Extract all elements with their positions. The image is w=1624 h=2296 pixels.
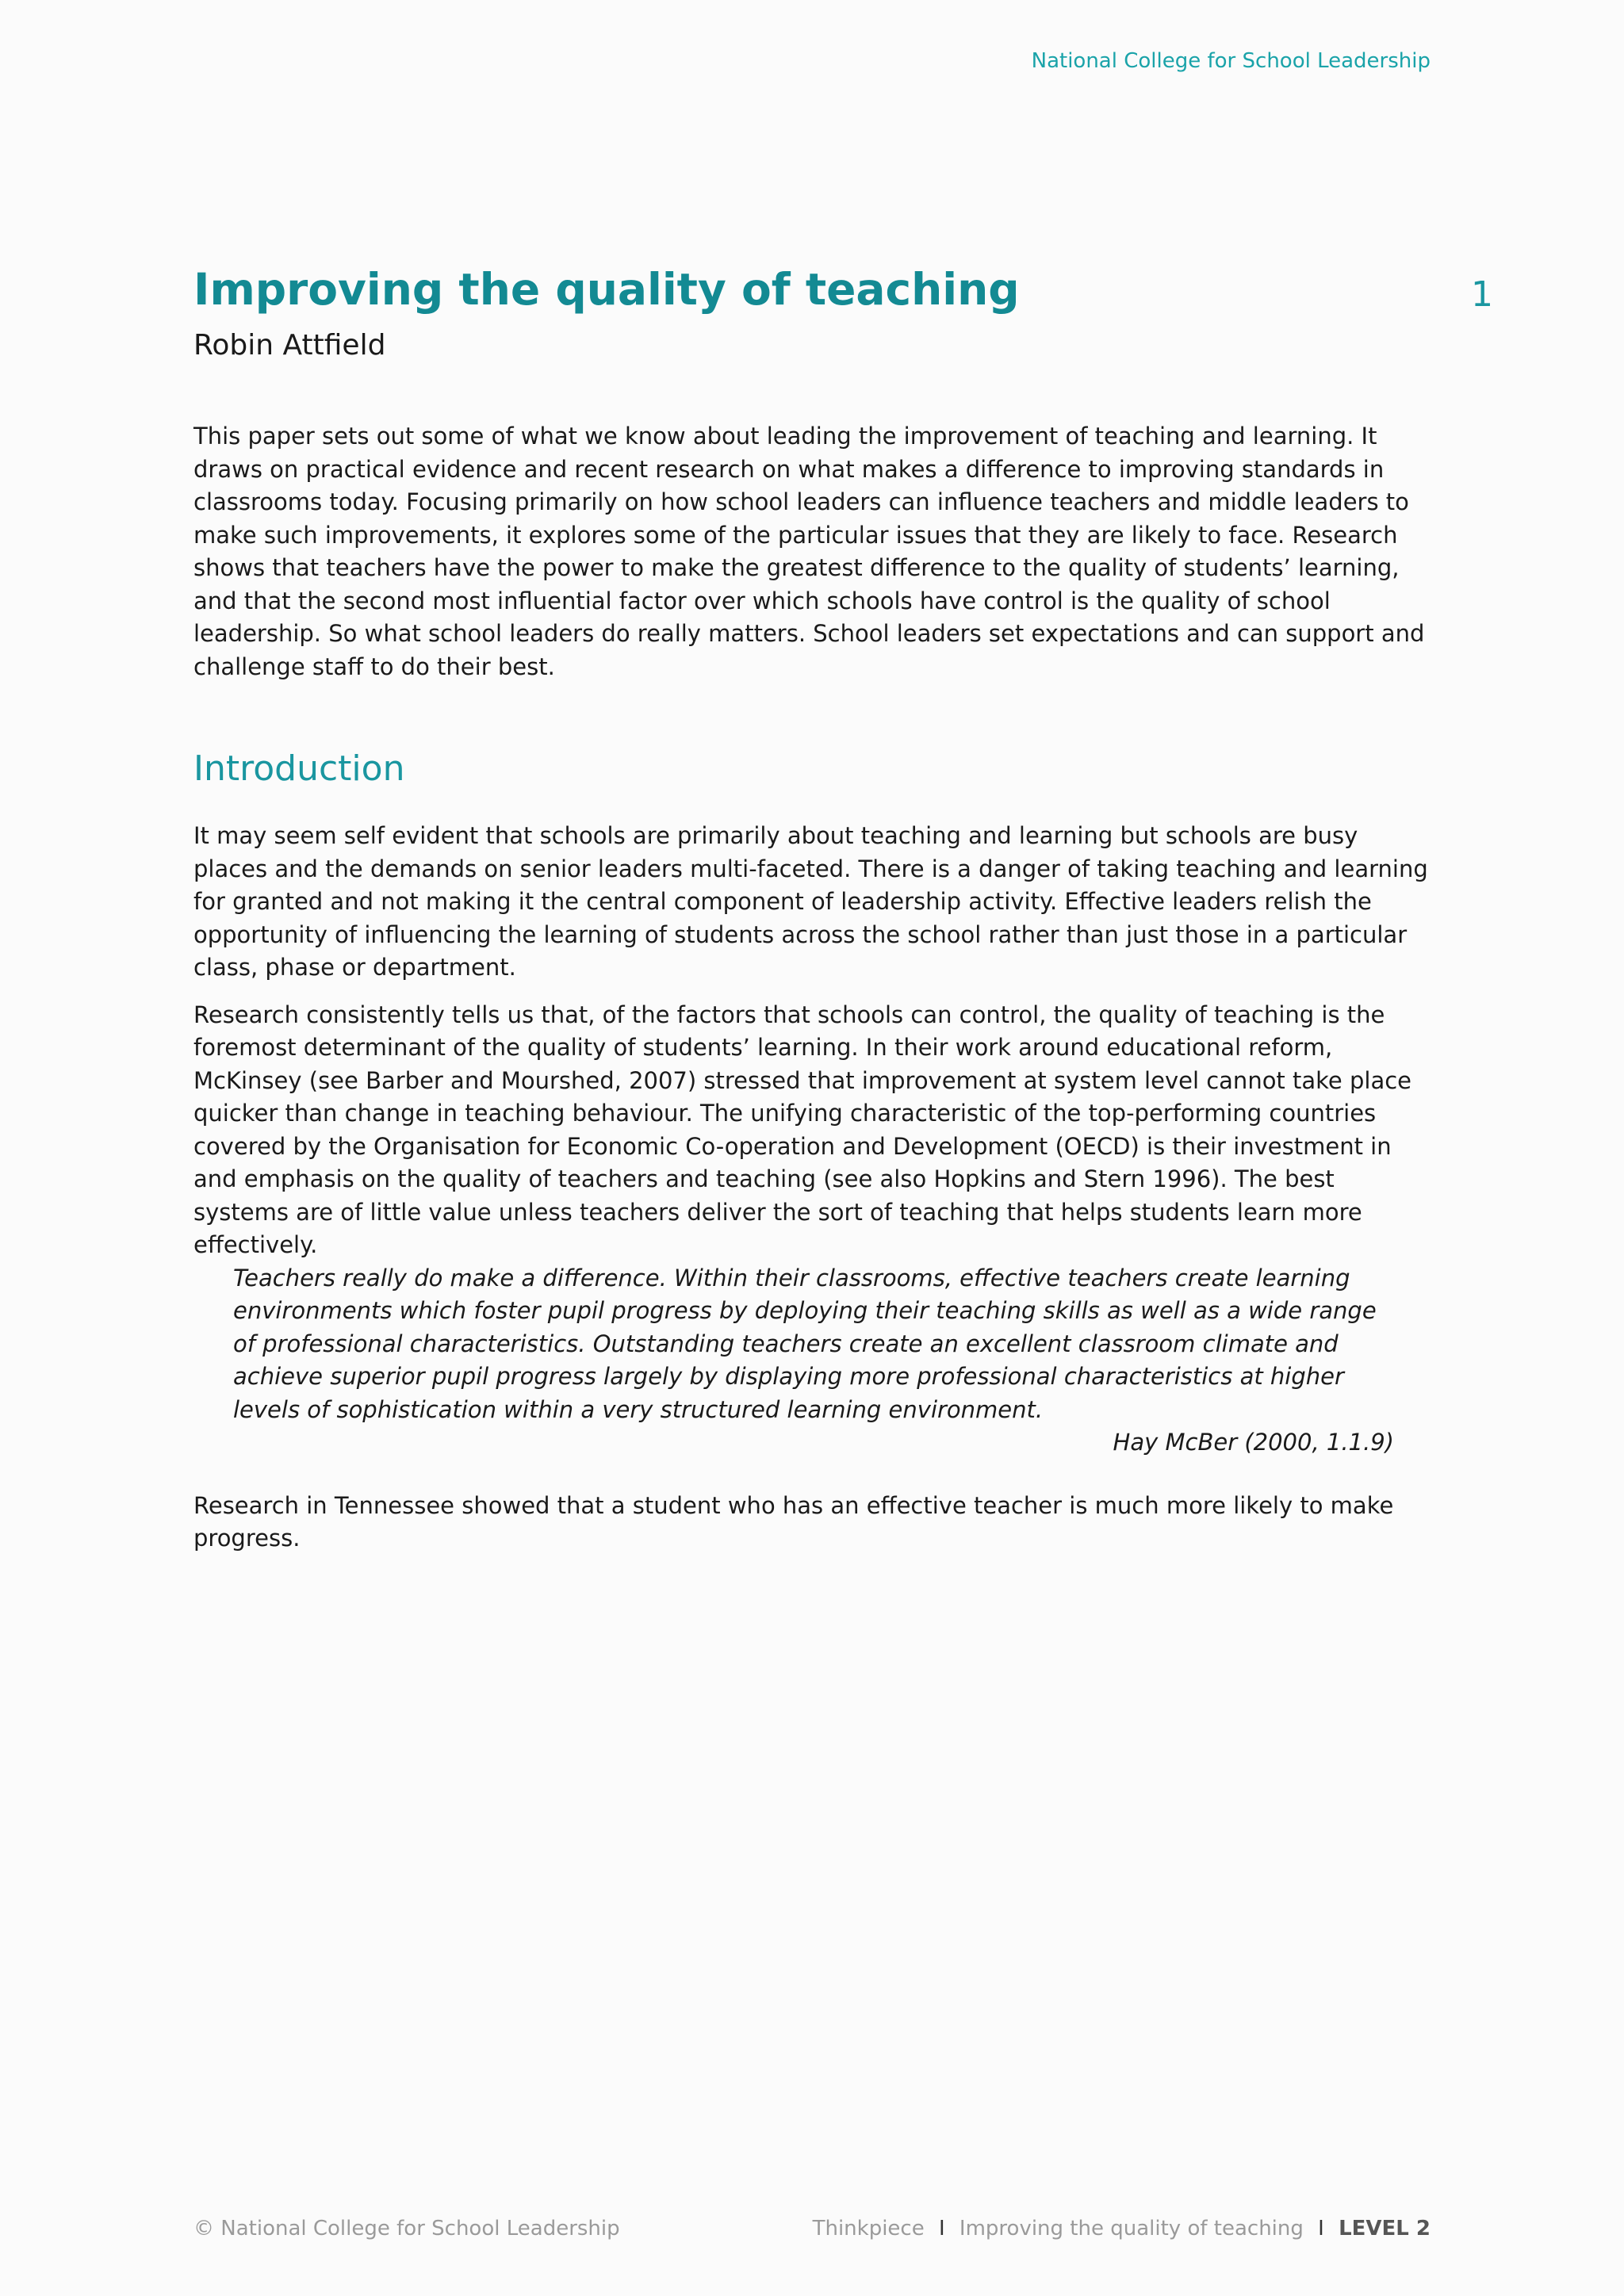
footer-separator: I (938, 2217, 945, 2241)
document-title: Improving the quality of teaching (193, 264, 1020, 315)
header-organization: National College for School Leadership (1031, 49, 1431, 73)
footer-separator: I (1318, 2217, 1324, 2241)
body-paragraph: It may seem self evident that schools are primarily about teaching and learning but schools are busy places and the demands on senior leaders multi-faceted. There is a danger of taking teaching and learning for granted and not making it the central component of leadership activity. Effective leaders relish the opportunity of influencing the learning of students across the school rather than just those in a particular class, phase or department. (193, 822, 1428, 981)
footer-copyright: © National College for School Leadership (193, 2217, 620, 2241)
abstract-paragraph: This paper sets out some of what we know about leading the improvement of teaching and learning. It draws on practical evidence and recent research on what makes a difference to improving standards in classrooms today. Focusing primarily on how school leaders can influence teachers and middle leaders to make such improvements, it explores some of the particular issues that they are likely to face. Research shows that teachers have the power to make the greatest difference to the quality of students’ learning, and that the second most influential factor over which schools have control is the quality of school leadership. So what school leaders do really matters. School leaders set expectations and can support and challenge staff to do their best. (193, 423, 1425, 680)
body-paragraph: Research in Tennessee showed that a student who has an effective teacher is much more likely to make progress. (193, 1491, 1394, 1552)
footer-level: LEVEL 2 (1339, 2217, 1431, 2241)
footer-document-info (813, 2217, 1431, 2241)
main-content (193, 262, 1431, 1570)
quote-citation: Hay McBer (2000, 1.1.9) (1113, 1429, 1394, 1456)
section-heading-introduction: Introduction (193, 748, 405, 789)
footer-series: Thinkpiece (812, 2217, 925, 2241)
document-author: Robin Attfield (193, 329, 386, 362)
block-quote: Teachers really do make a difference. Within their classrooms, effective teachers create learning environments which foster pupil progress by deploying their teaching skills as well as a wide range of professional characteristics. Outstanding teachers create an excellent classroom climate and achieve superior pupil progress largely by displaying more professional characteristics at higher levels of sophistication within a very structured learning environment. (233, 1264, 1377, 1423)
page-number: 1 (1471, 274, 1493, 315)
body-paragraph: Research consistently tells us that, of the factors that schools can control, the quality of teaching is the foremost determinant of the quality of students’ learning. In their work around educational reform, McKinsey (see Barber and Mourshed, 2007) stressed that improvement at system level cannot take place quicker than change in teaching behaviour. The unifying characteristic of the top-performing countries covered by the Organisation for Economic Co-operation and Development (OECD) is their investment in and emphasis on the quality of teachers and teaching (see also Hopkins and Stern 1996). The best systems are of little value unless teachers deliver the sort of teaching that helps students learn more effectively. (193, 1001, 1412, 1258)
footer-doc-title: Improving the quality of teaching (959, 2217, 1304, 2241)
